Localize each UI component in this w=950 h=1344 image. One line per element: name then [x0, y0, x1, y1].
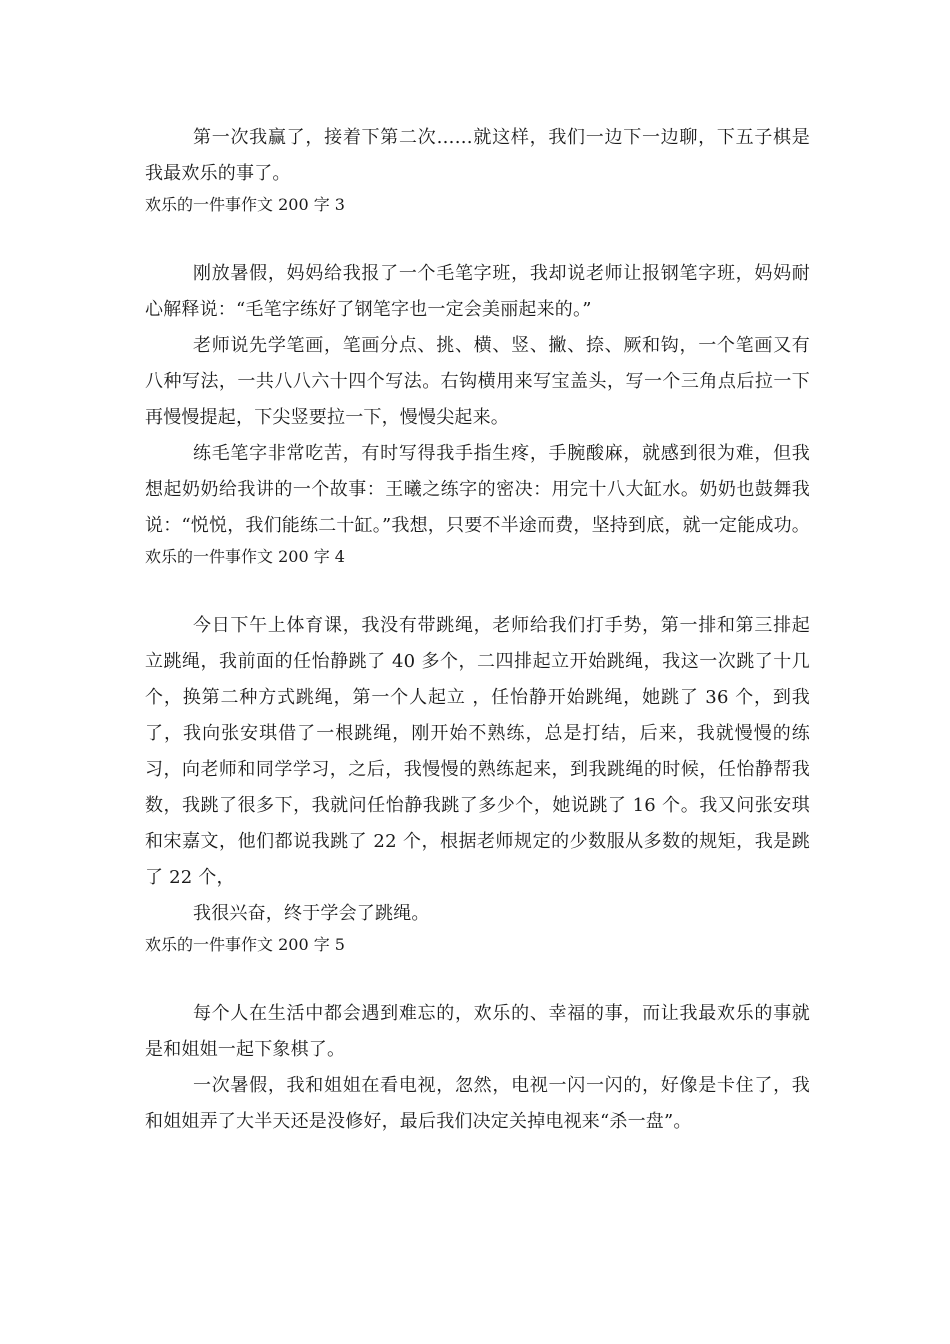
- paragraph: 今日下午上体育课，我没有带跳绳，老师给我们打手势，第一排和第三排起立跳绳，我前面的任怡静跳了 40 多个，二四排起立开始跳绳，我这一次跳了十几个，换第二种方式跳绳，第一个人起立 ，任怡静开始跳绳，她跳了 36 个，到我了，我向张安琪借了一根跳绳，刚开始不熟练，总是打结，后来，我就慢慢的练习，向老师和同学学习，之后，我慢慢的熟练起来，到我跳绳的时候，任怡静帮我 数，我跳了很多下，我就问任怡静我跳了多少个，她说跳了 16 个。我又问张安琪和宋嘉文，他们都说我跳了 22 个，根据老师规定的少数服从多数的规矩，我是跳了 22 个，: [145, 615, 810, 888]
- paragraph: 每个人在生活中都会遇到难忘的，欢乐的、幸福的事，而让我最欢乐的事就是和姐姐一起下象棋了。: [145, 1003, 810, 1060]
- paragraph: 一次暑假，我和姐姐在看电视，忽然，电视一闪一闪的，好像是卡住了，我和姐姐弄了大半天还是没修好，最后我们决定关掉电视来“杀一盘”。: [145, 1075, 810, 1132]
- paragraph: 练毛笔字非常吃苦，有时写得我手指生疼，手腕酸麻，就感到很为难，但我想起奶奶给我讲的一个故事：王曦之练字的密决：用完十八大缸水。奶奶也鼓舞我说：“悦悦，我们能练二十缸。”我想，只要不半途而费，坚持到底，就一定能成功。: [145, 443, 811, 536]
- document-body: [145, 120, 810, 1140]
- essay-heading-4: 欢乐的一件事作文 200 字 4: [145, 547, 345, 566]
- essay-heading-5: 欢乐的一件事作文 200 字 5: [145, 935, 345, 954]
- essay-heading-3: 欢乐的一件事作文 200 字 3: [145, 195, 345, 214]
- paragraph: 刚放暑假，妈妈给我报了一个毛笔字班，我却说老师让报钢笔字班，妈妈耐心解释说：“毛笔字练好了钢笔字也一定会美丽起来的。”: [145, 263, 810, 320]
- paragraph: 老师说先学笔画，笔画分点、挑、横、竖、撇、捺、厥和钩，一个笔画又有八种写法，一共八八六十四个写法。右钩横用来写宝盖头，写一个三角点后拉一下再慢慢提起，下尖竖要拉一下，慢慢尖起来。: [145, 335, 810, 428]
- paragraph: 我很兴奋，终于学会了跳绳。: [193, 903, 430, 924]
- paragraph: 第一次我赢了，接着下第二次……就这样，我们一边下一边聊，下五子棋是我最欢乐的事了。: [145, 127, 810, 184]
